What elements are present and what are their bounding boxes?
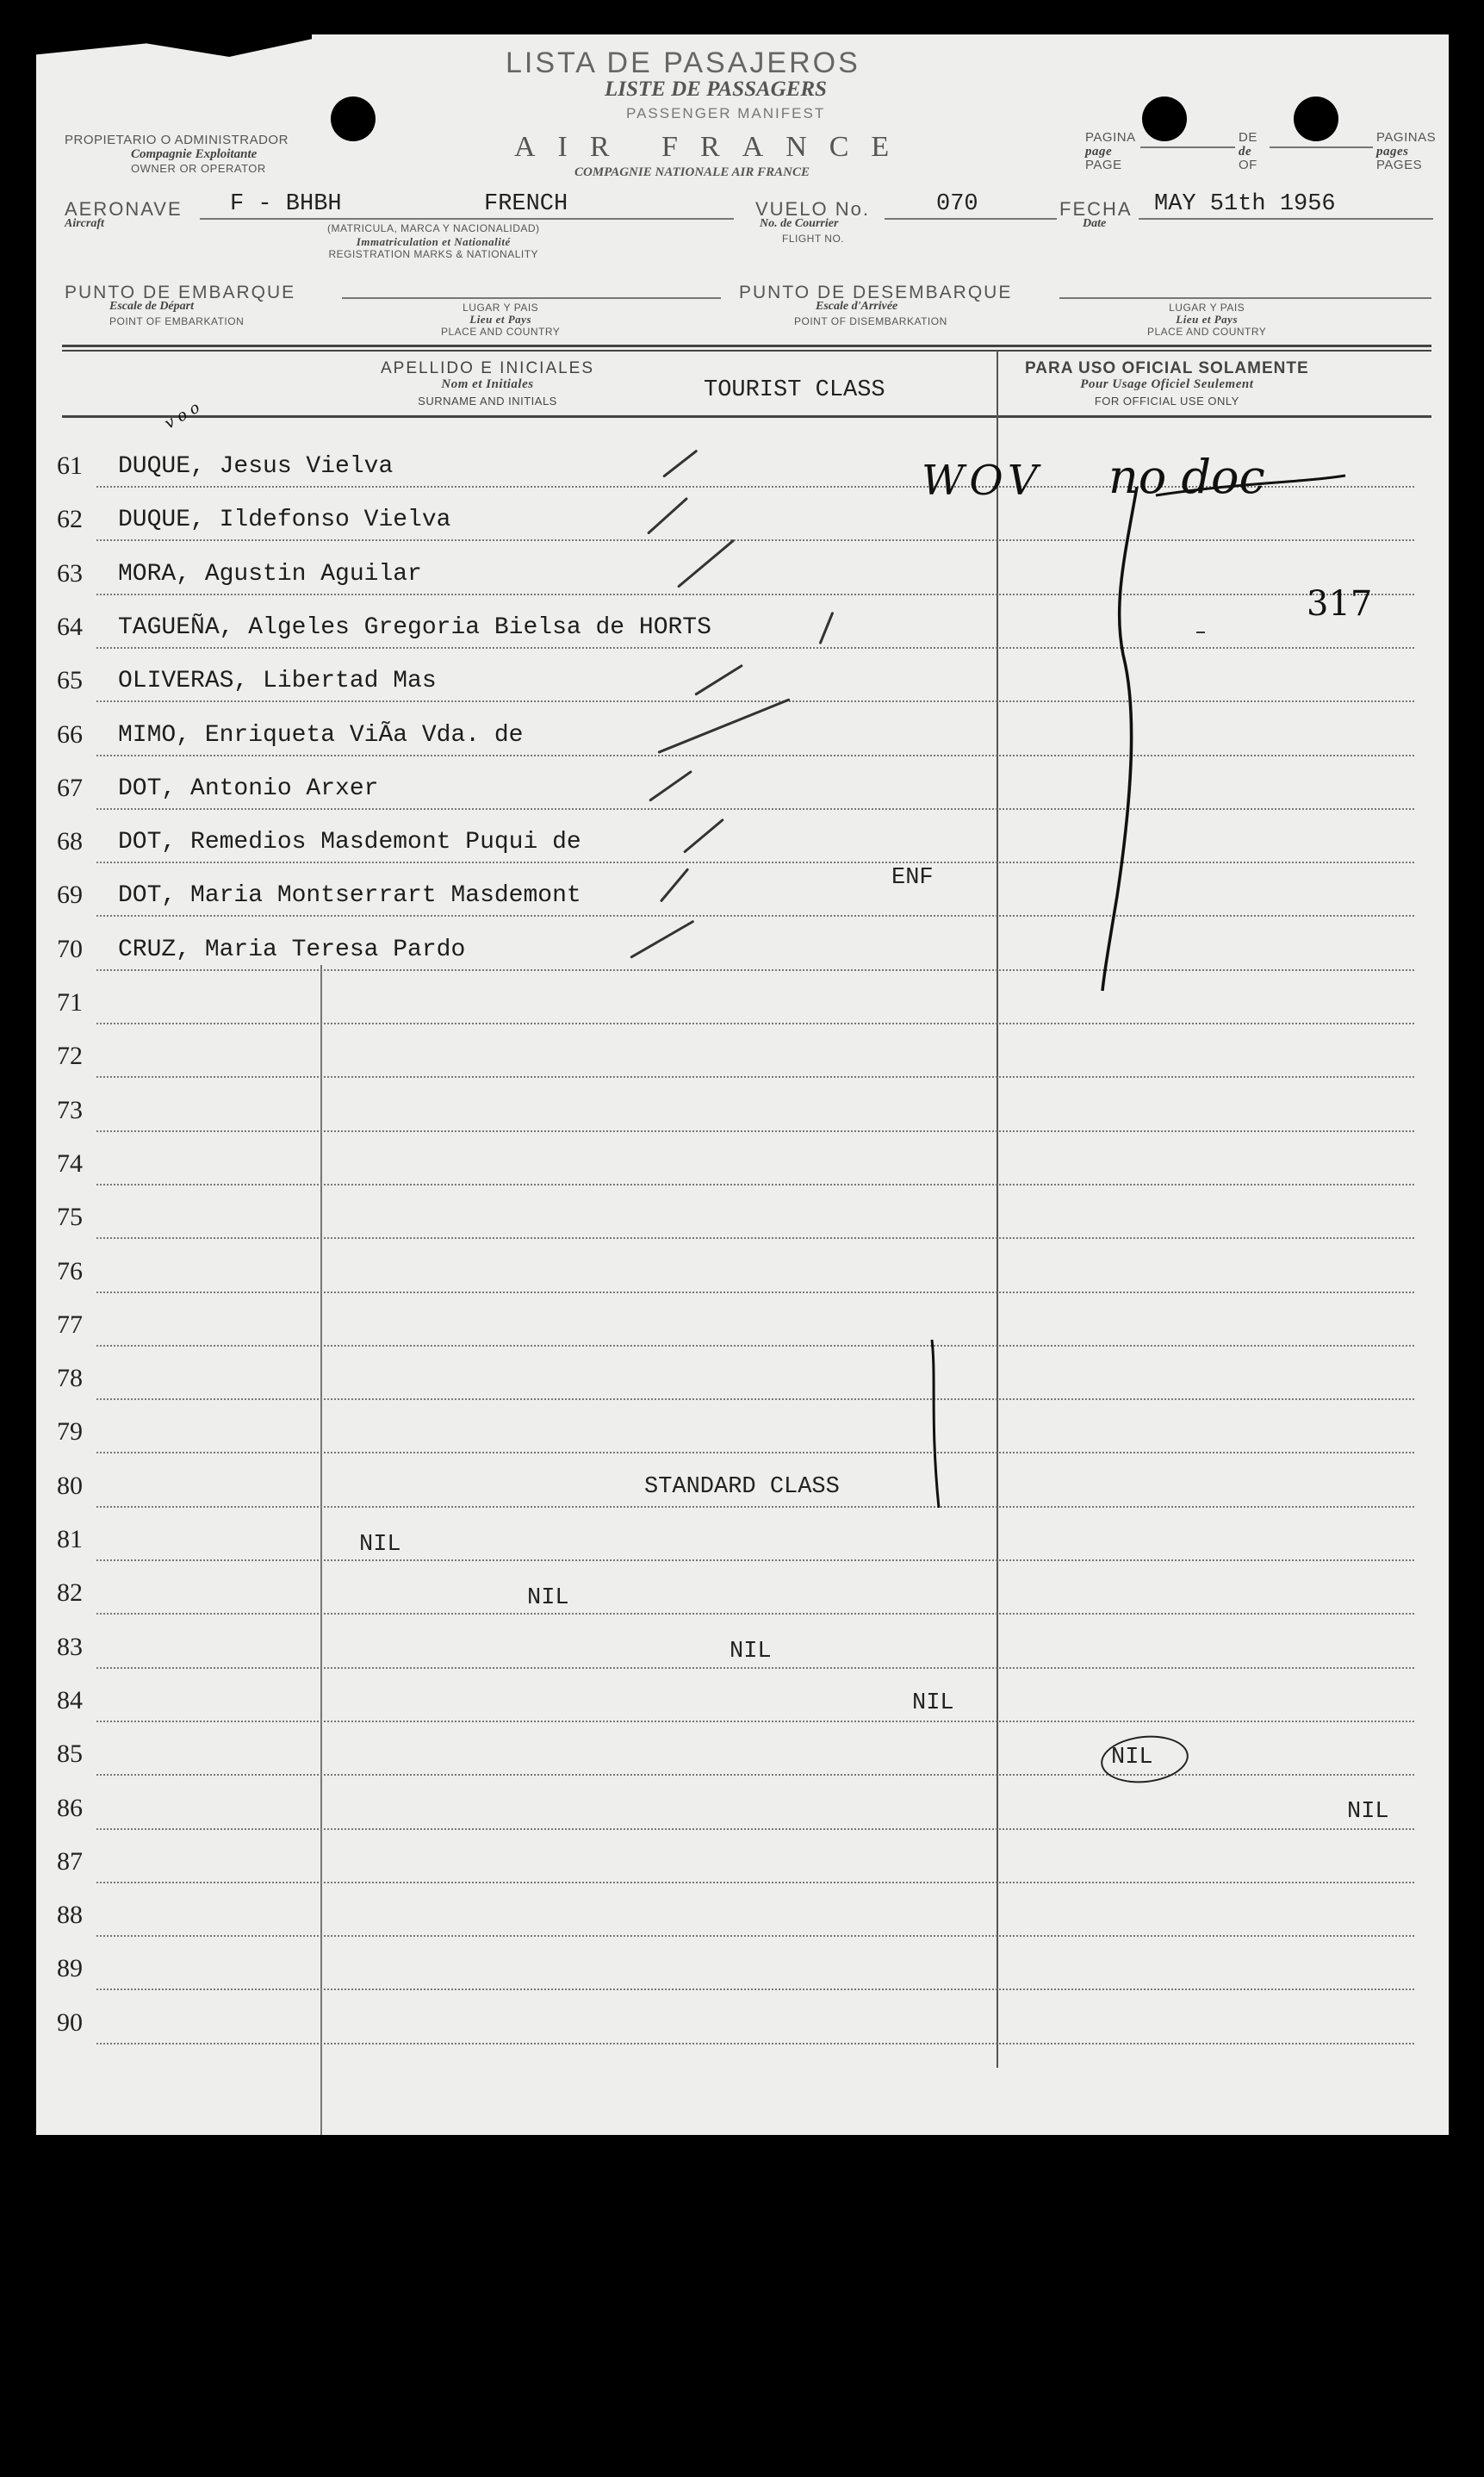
standard-class-heading: STANDARD CLASS bbox=[644, 1474, 840, 1500]
row-number: 65 bbox=[57, 666, 83, 695]
passenger-name: MIMO, Enriqueta ViÃa Vda. de bbox=[118, 721, 524, 749]
class-heading: TOURIST CLASS bbox=[704, 377, 885, 403]
vertical-bracket bbox=[1102, 487, 1137, 991]
embarque-label: PUNTO DE EMBARQUE bbox=[65, 283, 296, 302]
row-number: 61 bbox=[57, 451, 83, 480]
airline-name: AIR FRANCE bbox=[514, 131, 912, 163]
vuelo-label-fr: No. de Courrier bbox=[760, 217, 839, 230]
row-number: 64 bbox=[57, 612, 83, 641]
fecha-label-fr: Date bbox=[1083, 217, 1107, 230]
row-number: 77 bbox=[57, 1310, 83, 1339]
owner-label-en: OWNER OR OPERATOR bbox=[131, 162, 266, 175]
desembarque-label-en: POINT OF DISEMBARKATION bbox=[794, 315, 947, 327]
passenger-name: DOT, Maria Montserrart Masdemont bbox=[118, 882, 581, 910]
fecha-label: FECHA bbox=[1059, 198, 1133, 220]
nil-entry: NIL bbox=[1111, 1745, 1153, 1771]
row-number: 69 bbox=[57, 881, 83, 910]
aeronave-label-fr: Aircraft bbox=[65, 217, 104, 230]
passenger-name: CRUZ, Maria Teresa Pardo bbox=[118, 936, 466, 963]
vuelo-value: 070 bbox=[936, 191, 978, 217]
title-en: PASSENGER MANIFEST bbox=[626, 105, 826, 121]
row-number: 82 bbox=[57, 1578, 83, 1608]
vuelo-label: VUELO No. bbox=[755, 198, 870, 220]
row-number: 73 bbox=[57, 1095, 83, 1124]
passenger-name: DOT, Antonio Arxer bbox=[118, 775, 379, 802]
row-number: 66 bbox=[57, 719, 83, 749]
embarque-label-en: POINT OF EMBARKATION bbox=[109, 315, 245, 327]
handwritten-wov: WOV bbox=[922, 457, 1043, 505]
fecha-value: MAY 51th 1956 bbox=[1154, 191, 1336, 217]
row-number: 63 bbox=[57, 558, 83, 588]
row-number: 76 bbox=[57, 1256, 83, 1285]
vuelo-label-en: FLIGHT NO. bbox=[782, 233, 845, 245]
paginas-label: PAGINAS pages PAGES bbox=[1376, 130, 1437, 172]
nil-entry: NIL bbox=[730, 1639, 772, 1665]
row-number: 79 bbox=[57, 1417, 83, 1447]
aeronave-label: AERONAVE bbox=[65, 198, 183, 220]
handwritten-317: 317 bbox=[1307, 584, 1373, 624]
row-number: 86 bbox=[57, 1793, 83, 1822]
lugar-label-2: LUGAR Y PAIS Lieu et Pays PLACE AND COUNTRY bbox=[1147, 302, 1267, 338]
row-number: 84 bbox=[57, 1685, 83, 1715]
row-number: 62 bbox=[57, 505, 83, 534]
manifest-page bbox=[36, 34, 1449, 2135]
owner-label-fr: Compagnie Exploitante bbox=[131, 147, 258, 161]
desembarque-label: PUNTO DE DESEMBARQUE bbox=[739, 283, 1013, 302]
vertical-tick bbox=[932, 1340, 939, 1508]
title-es: LISTA DE PASAJEROS bbox=[506, 47, 860, 79]
margin-note-61: v o o bbox=[161, 398, 203, 433]
nationality-value: FRENCH bbox=[484, 191, 568, 217]
passenger-name: TAGUEÑA, Algeles Gregoria Bielsa de HORTS bbox=[118, 613, 711, 641]
row-number: 83 bbox=[57, 1632, 83, 1661]
passenger-name: DOT, Remedios Masdemont Puqui de bbox=[118, 829, 581, 856]
handwritten-no-doc: no doc bbox=[1108, 450, 1265, 504]
row-number: 72 bbox=[57, 1042, 83, 1071]
nil-entry: NIL bbox=[912, 1690, 954, 1716]
row-number: 75 bbox=[57, 1203, 83, 1232]
row-number: 81 bbox=[57, 1525, 83, 1553]
row-number: 88 bbox=[57, 1901, 83, 1930]
row-number: 67 bbox=[57, 773, 83, 802]
row-number: 90 bbox=[57, 2007, 83, 2037]
row-number: 68 bbox=[57, 827, 83, 856]
row-number: 78 bbox=[57, 1364, 83, 1393]
owner-label-es: PROPIETARIO O ADMINISTRADOR bbox=[65, 133, 289, 147]
aeronave-value: F - BHBH bbox=[230, 191, 342, 217]
passenger-name: DUQUE, Ildefonso Vielva bbox=[118, 507, 451, 534]
lugar-label-1: LUGAR Y PAIS Lieu et Pays PLACE AND COUNTRY bbox=[441, 302, 561, 338]
nil-entry: NIL bbox=[1347, 1799, 1389, 1825]
row-number: 71 bbox=[57, 988, 83, 1017]
matricula-label: (MATRICULA, MARCA Y NACIONALIDAD) Immatriculation et Nationalité REGISTRATION MARKS & NATIONALITY bbox=[327, 222, 540, 260]
oficial-header: PARA USO OFICIAL SOLAMENTE Pour Usage Oficiel Seulement FOR OFFICIAL USE ONLY bbox=[1025, 359, 1309, 408]
apellido-header: APELLIDO E INICIALES Nom et Initiales SURNAME AND INITIALS bbox=[381, 359, 595, 408]
row-number: 85 bbox=[57, 1740, 83, 1769]
embarque-label-fr: Escale de Départ bbox=[109, 300, 194, 313]
passenger-name: DUQUE, Jesus Vielva bbox=[118, 453, 394, 480]
passenger-name: OLIVERAS, Libertad Mas bbox=[118, 668, 437, 695]
row-number: 74 bbox=[57, 1148, 83, 1178]
pagina-label: PAGINA page PAGE bbox=[1085, 130, 1136, 172]
row-number: 87 bbox=[57, 1846, 83, 1876]
passenger-name: MORA, Agustin Aguilar bbox=[118, 560, 422, 588]
row-number: 89 bbox=[57, 1954, 83, 1983]
title-fr: LISTE DE PASSAGERS bbox=[605, 78, 827, 101]
row-number: 70 bbox=[57, 934, 83, 963]
hand-marks bbox=[36, 34, 1449, 2135]
de-label: DE de OF bbox=[1239, 130, 1257, 172]
nodoc-underline bbox=[1156, 476, 1345, 495]
enf-note: ENF bbox=[891, 865, 934, 891]
nil-entry: NIL bbox=[527, 1585, 569, 1611]
desembarque-label-fr: Escale d'Arrivée bbox=[816, 300, 898, 313]
nil-entry: NIL bbox=[359, 1532, 401, 1558]
row-number: 80 bbox=[57, 1471, 83, 1500]
airline-subtitle: COMPAGNIE NATIONALE AIR FRANCE bbox=[574, 165, 810, 179]
